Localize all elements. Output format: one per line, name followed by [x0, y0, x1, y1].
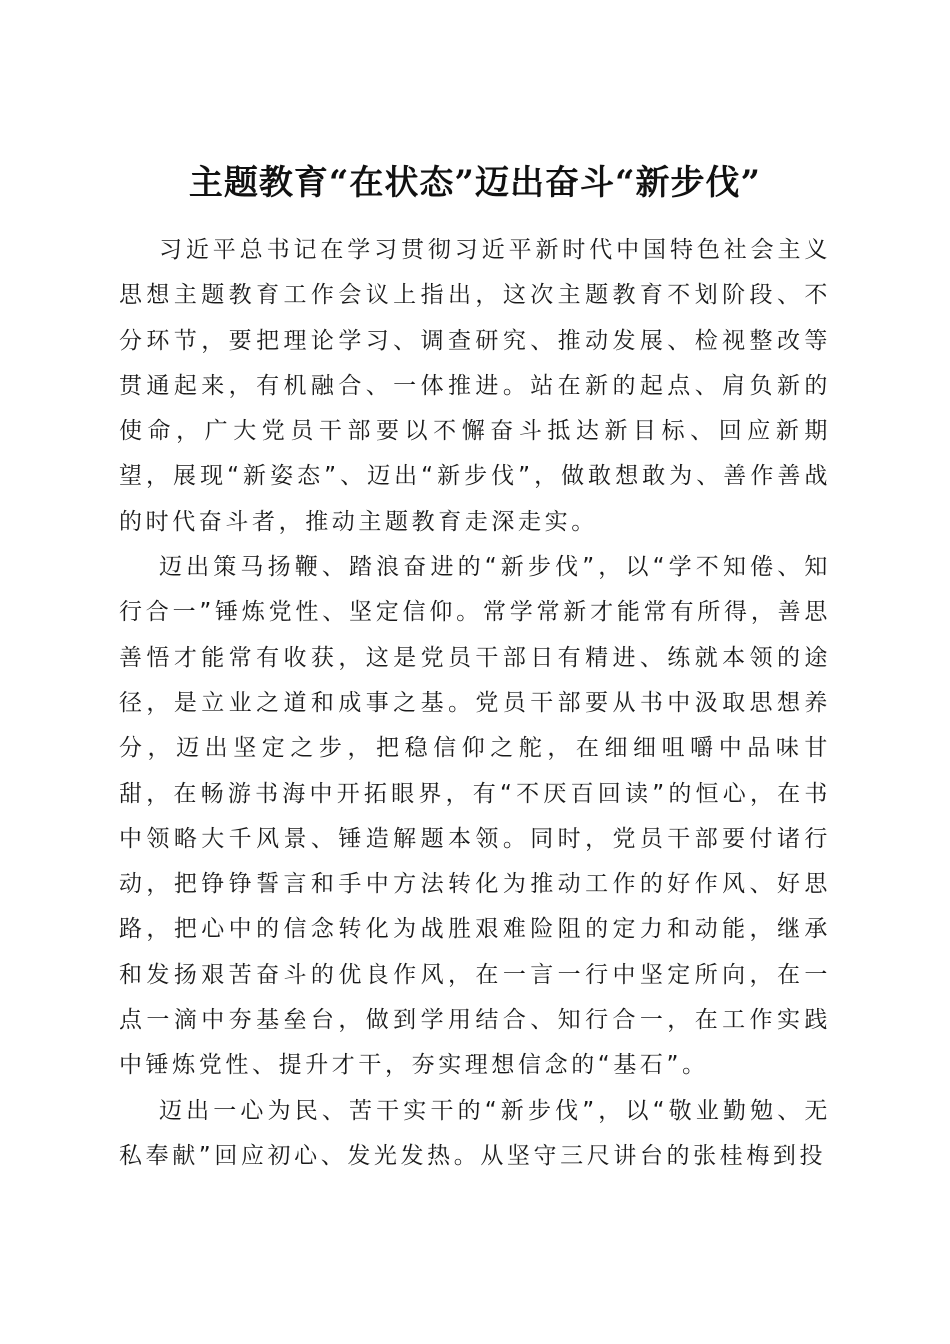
paragraph-2: 迈出策马扬鞭、踏浪奋进的“新步伐”，以“学不知倦、知行合一”锤炼党性、坚定信仰。常学常新才能常有所得，善思善悟才能常有收获，这是党员干部日有精进、练就本领的途径，是立业之道和成事之基。党员干部要从书中汲取思想养分，迈出坚定之步，把稳信仰之舵，在细细咀嚼中品味甘甜，在畅游书海中开拓眼界，有“不厌百回读”的恒心，在书中领略大千风景、锤造解题本领。同时，党员干部要付诸行动，把铮铮誓言和手中方法转化为推动工作的好作风、好思路，把心中的信念转化为战胜艰难险阻的定力和动能，继承和发扬艰苦奋斗的优良作风，在一言一行中坚定所向，在一点一滴中夯基垒台，做到学用结合、知行合一，在工作实践中锤炼党性、提升才干，夯实理想信念的“基石”。 — [119, 554, 831, 1079]
document-body — [119, 228, 831, 1179]
document-title: 主题教育“在状态”迈出奋斗“新步伐” — [188, 162, 762, 203]
paragraph-1: 习近平总书记在学习贯彻习近平新时代中国特色社会主义思想主题教育工作会议上指出，这次主题教育不划阶段、不分环节，要把理论学习、调查研究、推动发展、检视整改等贯通起来，有机融合、一体推进。站在新的起点、肩负新的使命，广大党员干部要以不懈奋斗抵达新目标、回应新期望，展现“新姿态”、迈出“新步伐”，做敢想敢为、善作善战的时代奋斗者，推动主题教育走深走实。 — [119, 237, 831, 535]
paragraph-3: 迈出一心为民、苦干实干的“新步伐”，以“敬业勤勉、无私奉献”回应初心、发光发热。从坚守三尺讲台的张桂梅到投 — [119, 1097, 831, 1169]
